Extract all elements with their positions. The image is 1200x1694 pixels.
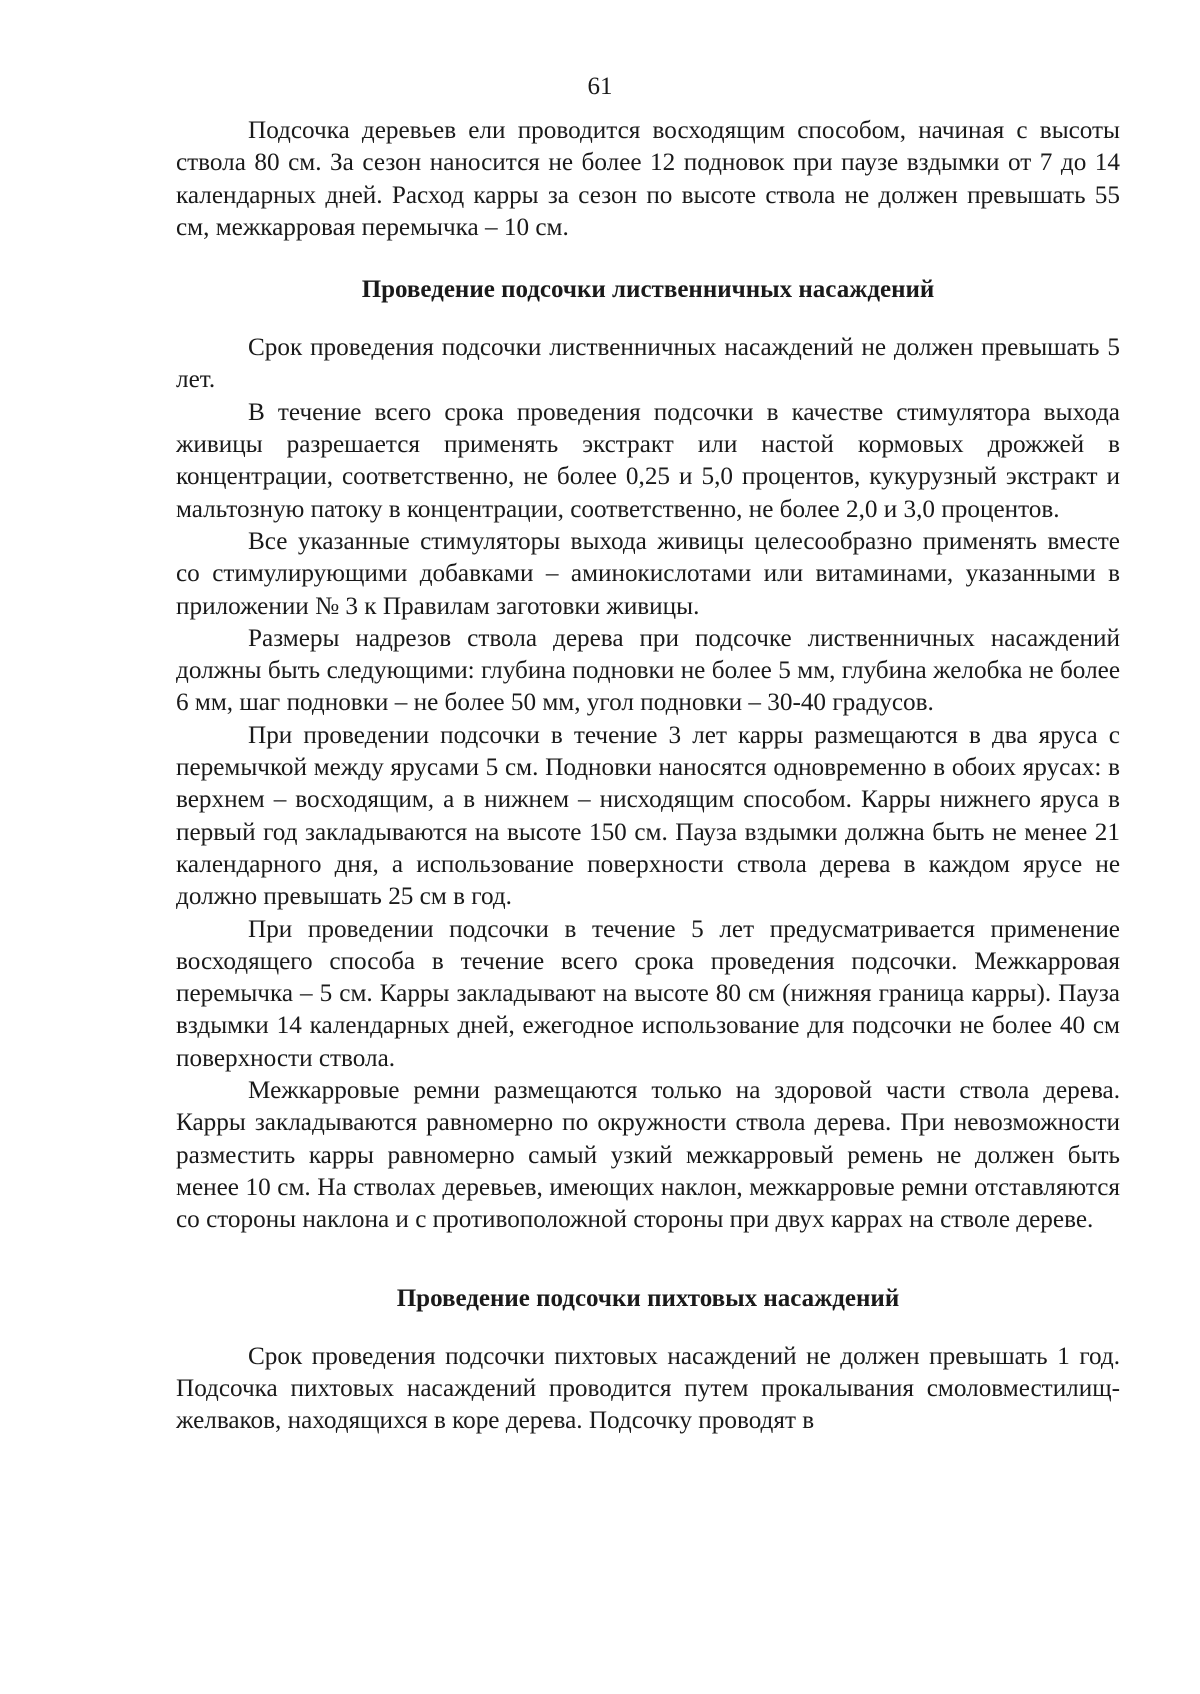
paragraph-larch-stimulators: В течение всего срока проведения подсочки в качестве стимулятора выхода живицы разрешается применять экстракт или настой кормовых дрожжей в концентрации, соответственно, не более 0,25 и 5,0 процентов, кукурузный экстракт и мальтозную патоку в концентрации, соответственно, не более 2,0 и 3,0 процентов. — [176, 398, 1120, 523]
page-content — [176, 115, 1120, 1437]
paragraph-larch-belts: Межкарровые ремни размещаются только на здоровой части ствола дерева. Карры закладываются равномерно по окружности ствола дерева. При невозможности разместить карры равномерно самый узкий межкарровый ремень не должен быть менее 10 см. На стволах деревьев, имеющих наклон, межкарровые ремни отставляются со стороны наклона и с противоположной стороны при двух каррах на стволе дереве. — [176, 1077, 1120, 1234]
heading-larch-tapping: Проведение подсочки лиственничных насаждений — [361, 276, 935, 304]
paragraph-larch-five-years: При проведении подсочки в течение 5 лет предусматривается применение восходящего способа в течение всего срока проведения подсочки. Межкарровая перемычка – 5 см. Карры закладывают на высоте 80 см (нижняя граница карры). Пауза вздымки 14 календарных дней, ежегодное использование для подсочки не более 40 см поверхности ствола. — [176, 915, 1120, 1072]
paragraph-larch-three-years: При проведении подсочки в течение 3 лет карры размещаются в два яруса с перемычкой между ярусами 5 см. Подновки наносятся одновременно в обоих ярусах: в верхнем – восходящим, а в нижнем – нисходящим способом. Карры нижнего яруса в первый год закладываются на высоте 150 см. Пауза вздымки должна быть не менее 21 календарного дня, а использование поверхности ствола дерева в каждом ярусе не должно превышать 25 см в год. — [176, 721, 1120, 911]
page-number: 61 — [587, 73, 613, 100]
paragraph-larch-cut-sizes: Размеры надрезов ствола дерева при подсочке лиственничных насаждений должны быть следующими: глубина подновки не более 5 мм, глубина желобка не более 6 мм, шаг подновки – не более 50 мм, угол подновки – 30-40 градусов. — [176, 624, 1120, 717]
paragraph-larch-term: Срок проведения подсочки лиственничных насаждений не должен превышать 5 лет. — [176, 334, 1120, 394]
paragraph-larch-additives: Все указанные стимуляторы выхода живицы целесообразно применять вместе со стимулирующими добавками – аминокислотами или витаминами, указанными в приложении № 3 к Правилам заготовки живицы. — [176, 527, 1120, 620]
heading-fir-tapping: Проведение подсочки пихтовых насаждений — [396, 1284, 900, 1312]
paragraph-spruce-tapping: Подсочка деревьев ели проводится восходящим способом, начиная с высоты ствола 80 см. За сезон наносится не более 12 подновок при паузе вздымки от 7 до 14 календарных дней. Расход карры за сезон по высоте ствола не должен превышать 55 см, межкарровая перемычка – 10 см. — [176, 117, 1120, 241]
paragraph-fir-term: Срок проведения подсочки пихтовых насаждений не должен превышать 1 год. Подсочка пихтовых насаждений проводится путем прокалывания смоловместилищ-желваков, находящихся в коре дерева. Подсочку проводят в — [176, 1342, 1120, 1435]
